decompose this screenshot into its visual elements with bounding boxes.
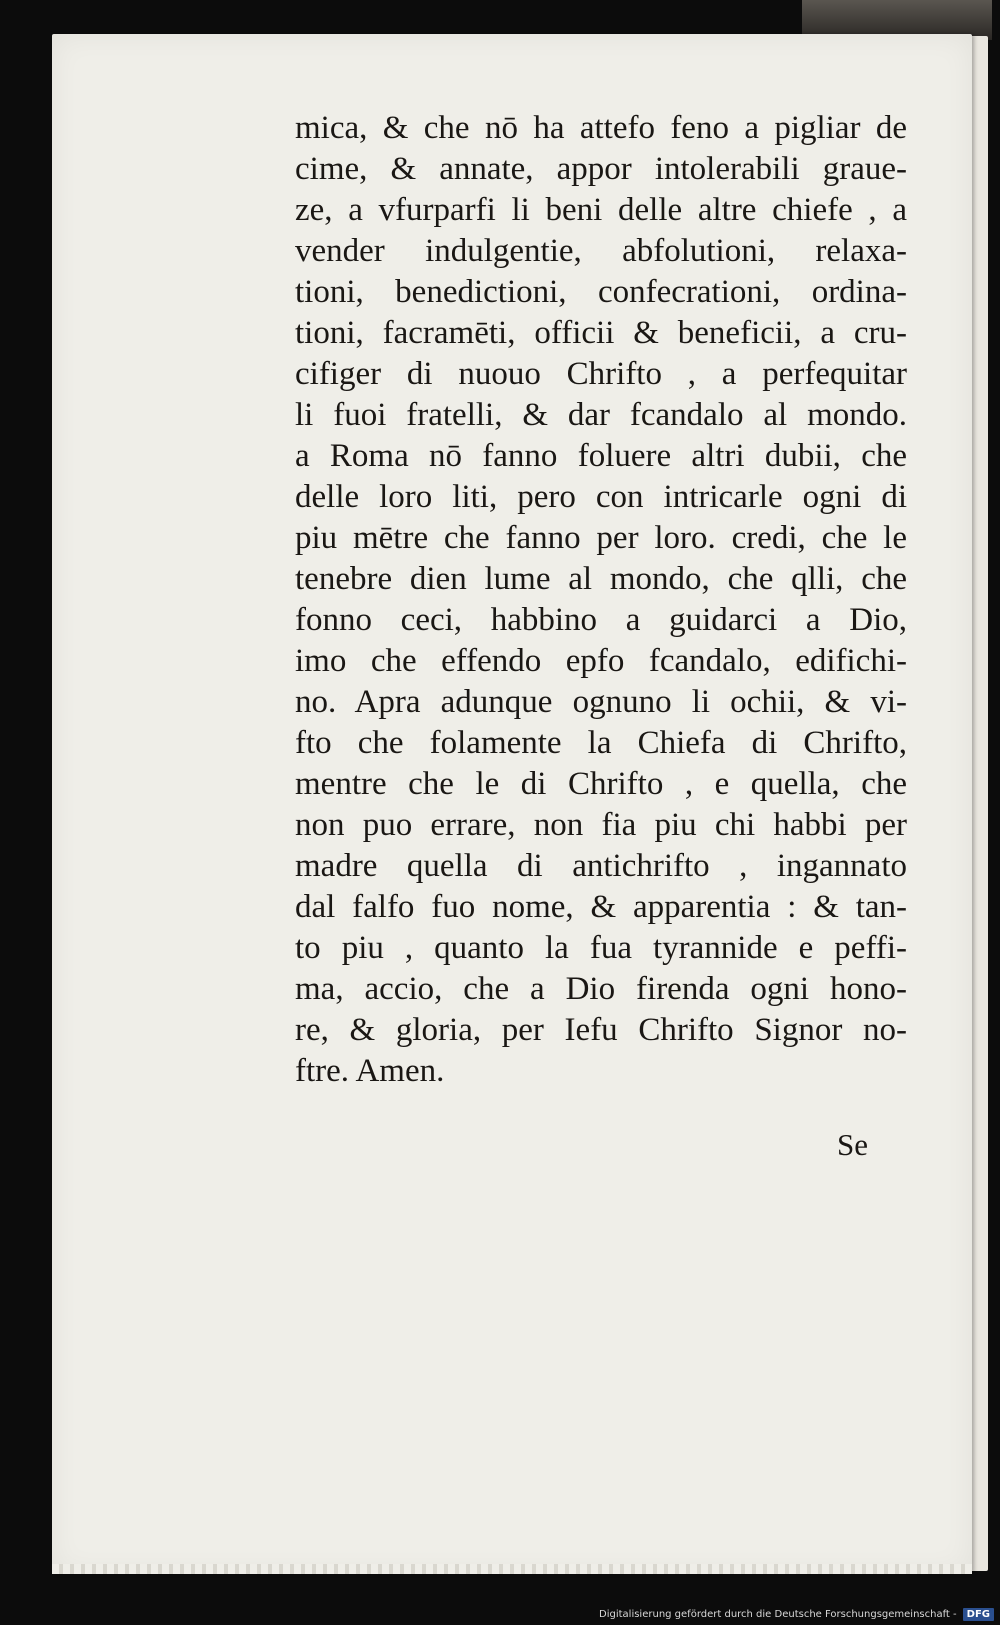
text-line: tenebre dien lume al mondo, che qlli, che	[295, 561, 907, 597]
text-line: ftre. Amen.	[295, 1053, 445, 1089]
text-line: a Roma nō fanno foluere altri dubii, che	[295, 438, 907, 474]
text-line: ze, a vfurparfi li beni delle altre chiefe , a	[295, 192, 907, 228]
text-line: no. Apra adunque ognuno li ochii, & vi-	[295, 684, 907, 720]
text-line: piu mētre che fanno per loro. credi, che le	[295, 520, 907, 556]
text-line: dal falfo fuo nome, & apparentia : & tan-	[295, 889, 907, 925]
text-line: cifiger di nuouo Chrifto , a perfequitar	[295, 356, 907, 392]
text-block	[295, 108, 907, 1092]
page-deckle-edge	[52, 1564, 972, 1574]
credit-text: Digitalisierung gefördert durch die Deutsche Forschungsgemeinschaft -	[599, 1609, 957, 1620]
text-line: tioni, facramēti, officii & beneficii, a cru-	[295, 315, 907, 351]
dfg-logo-icon: DFG	[963, 1608, 994, 1621]
text-line: mentre che le di Chrifto , e quella, che	[295, 766, 907, 802]
text-line: cime, & annate, appor intolerabili graue-	[295, 151, 907, 187]
text-line: fonno ceci, habbino a guidarci a Dio,	[295, 602, 907, 638]
catchword: Se	[837, 1127, 868, 1162]
digitization-credit	[599, 1608, 994, 1621]
text-line: ma, accio, che a Dio firenda ogni hono-	[295, 971, 907, 1007]
text-line: delle loro liti, pero con intricarle ogni di	[295, 479, 907, 515]
book-page	[52, 34, 972, 1574]
text-line: fto che folamente la Chiefa di Chrifto,	[295, 725, 907, 761]
text-line: li fuoi fratelli, & dar fcandalo al mondo.	[295, 397, 907, 433]
text-line: non puo errare, non fia piu chi habbi per	[295, 807, 907, 843]
text-line: tioni, benedictioni, confecrationi, ordina-	[295, 274, 907, 310]
text-line: re, & gloria, per Iefu Chrifto Signor no-	[295, 1012, 907, 1048]
text-line: madre quella di antichrifto , ingannato	[295, 848, 907, 884]
text-line: vender indulgentie, abfolutioni, relaxa-	[295, 233, 907, 269]
text-line: mica, & che nō ha attefo feno a pigliar de	[295, 110, 907, 146]
text-line: to piu , quanto la fua tyrannide e peffi-	[295, 930, 907, 966]
text-line: imo che effendo epfo fcandalo, edifichi-	[295, 643, 907, 679]
